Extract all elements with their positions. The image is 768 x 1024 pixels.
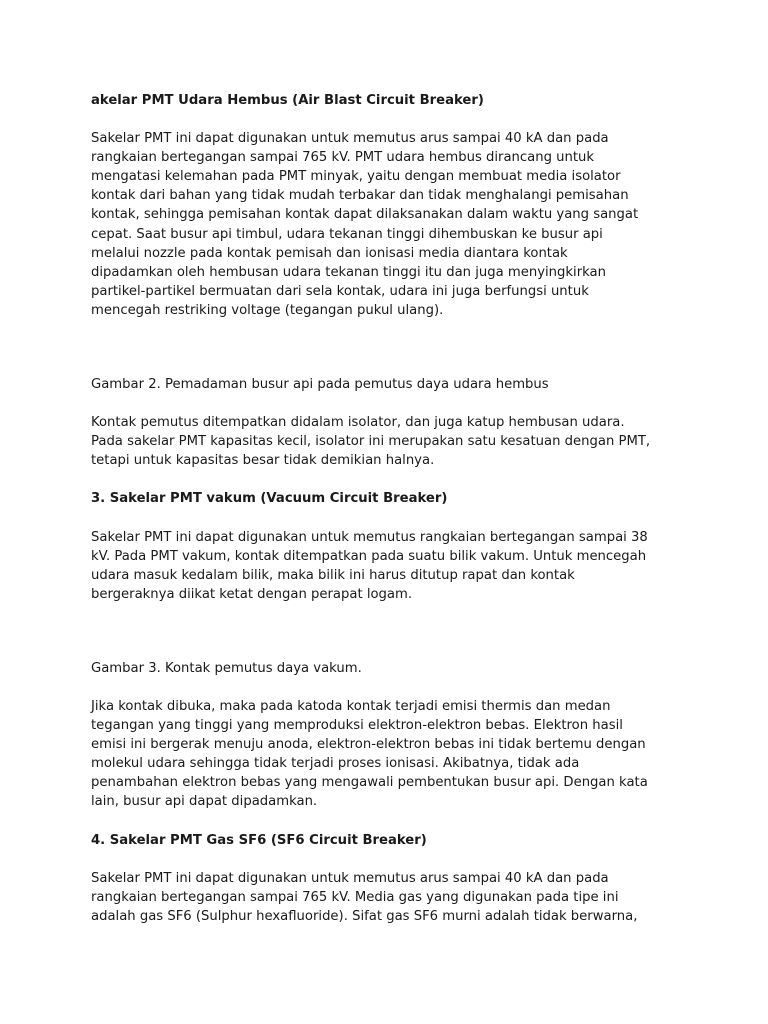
text-line: adalah gas SF6 (Sulphur hexafluoride). Sifat gas SF6 murni adalah tidak berwarna,: [91, 908, 638, 924]
text-line: molekul udara sehingga tidak terjadi proses ionisasi. Akibatnya, tidak ada: [91, 756, 580, 772]
text-line: udara masuk kedalam bilik, maka bilik ini harus ditutup rapat dan kontak: [91, 567, 575, 583]
paragraph-air-blast-2: [91, 413, 691, 470]
text-line: cepat. Saat busur api timbul, udara tekanan tinggi dihembuskan ke busur api: [91, 226, 603, 242]
text-line: mengatasi kelemahan pada PMT minyak, yaitu dengan membuat media isolator: [91, 169, 621, 185]
text-line: rangkaian bertegangan sampai 765 kV. Media gas yang digunakan pada tipe ini: [91, 889, 619, 905]
text-line: melalui nozzle pada kontak pemisah dan ionisasi media diantara kontak: [91, 245, 568, 261]
text-line: penambahan elektron bebas yang mengawali pembentukan busur api. Dengan kata: [91, 775, 648, 791]
paragraph-sf6: [91, 869, 691, 926]
text-line: Jika kontak dibuka, maka pada katoda kontak terjadi emisi thermis dan medan: [91, 698, 611, 714]
text-line: Kontak pemutus ditempatkan didalam isolator, dan juga katup hembusan udara.: [91, 415, 625, 431]
text-line: rangkaian bertegangan sampai 765 kV. PMT udara hembus dirancang untuk: [91, 150, 595, 166]
section-heading-vacuum: 3. Sakelar PMT vakum (Vacuum Circuit Breaker): [91, 491, 448, 507]
paragraph-air-blast: [91, 129, 691, 320]
text-line: emisi ini bergerak menuju anoda, elektron-elektron bebas ini tidak bertemu dengan: [91, 737, 646, 753]
text-line: tetapi untuk kapasitas besar tidak demikian halnya.: [91, 453, 435, 469]
text-line: dipadamkan oleh hembusan udara tekanan tinggi itu dan juga menyingkirkan: [91, 264, 606, 280]
figure-caption-2: Gambar 2. Pemadaman busur api pada pemutus daya udara hembus: [91, 377, 549, 393]
text-line: kV. Pada PMT vakum, kontak ditempatkan pada suatu bilik vakum. Untuk mencegah: [91, 548, 647, 564]
text-line: mencegah restriking voltage (tegangan pukul ulang).: [91, 302, 444, 318]
text-line: lain, busur api dapat dipadamkan.: [91, 794, 318, 810]
section-heading-sf6: 4. Sakelar PMT Gas SF6 (SF6 Circuit Breaker): [91, 832, 427, 848]
text-line: tegangan yang tinggi yang memproduksi elektron-elektron bebas. Elektron hasil: [91, 718, 623, 734]
text-line: Sakelar PMT ini dapat digunakan untuk memutus arus sampai 40 kA dan pada: [91, 870, 609, 886]
section-heading-air-blast: akelar PMT Udara Hembus (Air Blast Circuit Breaker): [91, 93, 484, 108]
text-line: Sakelar PMT ini dapat digunakan untuk memutus rangkaian bertegangan sampai 38: [91, 529, 648, 545]
text-line: Sakelar PMT ini dapat digunakan untuk memutus arus sampai 40 kA dan pada: [91, 131, 609, 147]
text-line: kontak, sehingga pemisahan kontak dapat dilaksanakan dalam waktu yang sangat: [91, 207, 639, 223]
text-line: partikel-partikel bermuatan dari sela kontak, udara ini juga berfungsi untuk: [91, 283, 589, 299]
paragraph-vacuum-2: [91, 697, 691, 812]
paragraph-vacuum: [91, 528, 691, 604]
text-line: Pada sakelar PMT kapasitas kecil, isolator ini merupakan satu kesatuan dengan PMT,: [91, 434, 651, 450]
text-line: kontak dari bahan yang tidak mudah terbakar dan tidak menghalangi pemisahan: [91, 188, 629, 204]
document-body: [91, 91, 691, 926]
text-line: bergeraknya diikat ketat dengan perapat logam.: [91, 586, 413, 602]
figure-caption-3: Gambar 3. Kontak pemutus daya vakum.: [91, 660, 362, 676]
